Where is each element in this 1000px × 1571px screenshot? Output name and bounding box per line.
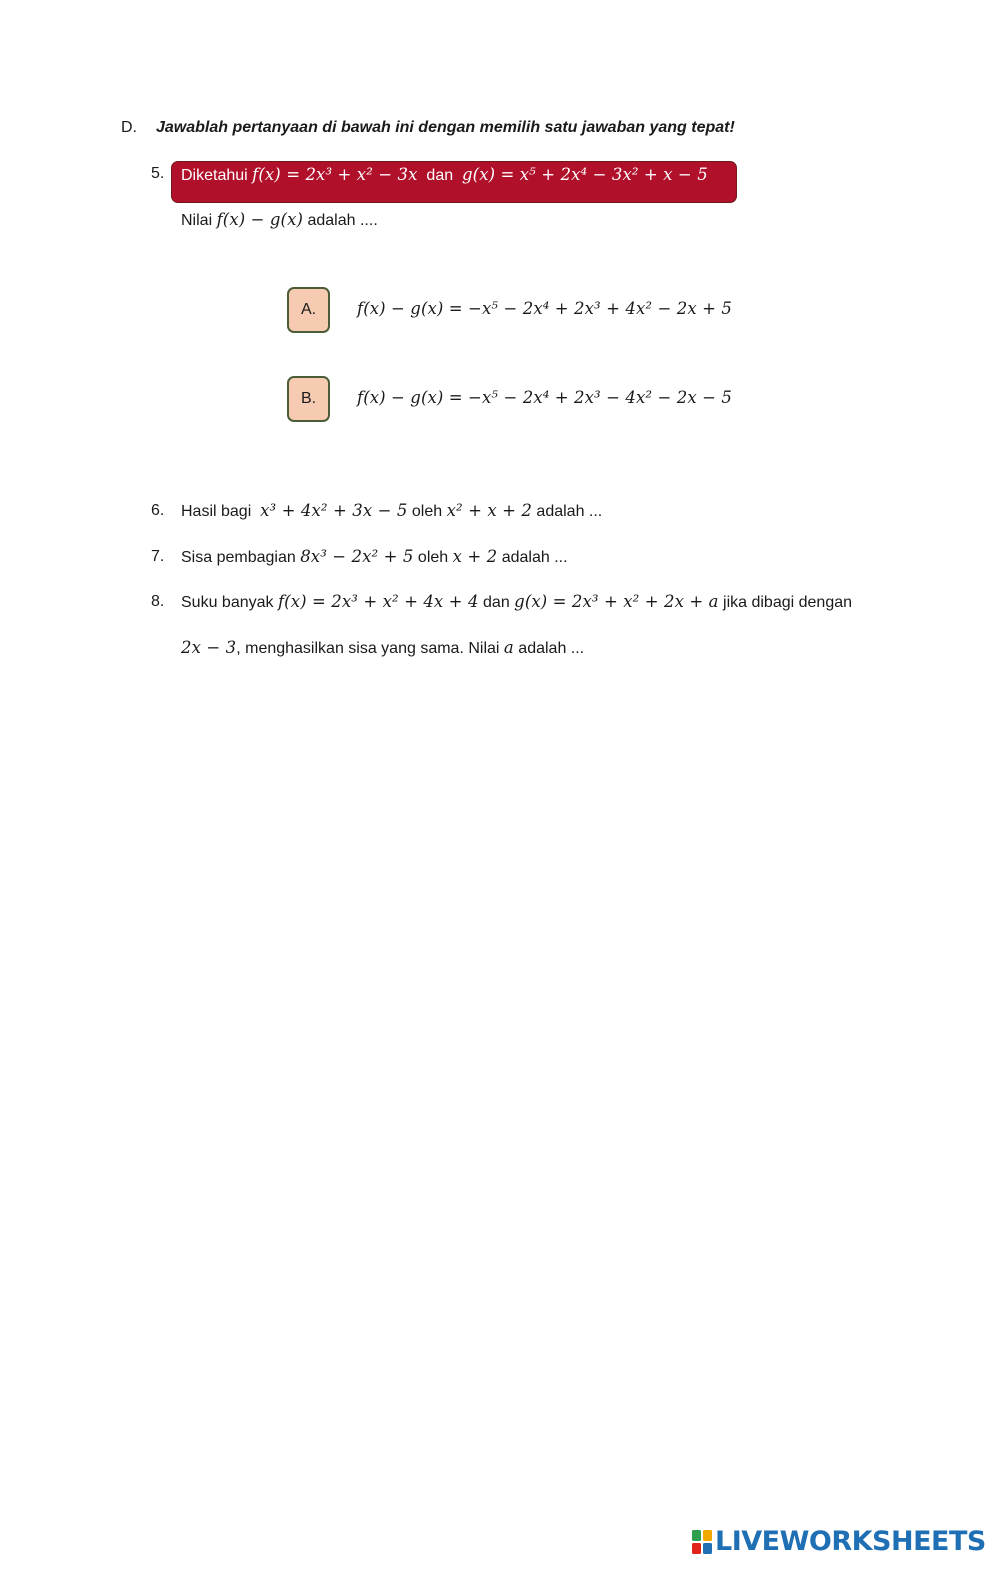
question-8-suffix: jika dibagi dengan (723, 594, 853, 611)
question-5-f-expression: f(x) = 2x³ + x² − 3x (252, 165, 418, 184)
question-5-sub-prefix: Nilai (181, 212, 213, 229)
question-8-number: 8. (151, 593, 165, 610)
question-8-line-2-suffix: adalah ... (518, 640, 585, 657)
question-6-divisor: x² + x + 2 (446, 501, 532, 520)
question-6-suffix: adalah ... (536, 503, 603, 520)
question-5-g-expression: g(x) = x⁵ + 2x⁴ − 3x² + x − 5 (462, 165, 708, 184)
section-letter: D. (121, 119, 137, 136)
question-7-suffix: adalah ... (501, 549, 568, 566)
question-5-statement (181, 165, 708, 185)
option-b-button[interactable]: B. (287, 376, 330, 422)
section-instruction: Jawablah pertanyaan di bawah ini dengan memilih satu jawaban yang tepat! (156, 119, 735, 136)
liveworksheets-wordmark: LIVEWORKSHEETS (715, 1526, 986, 1557)
question-6-mid: oleh (411, 503, 443, 520)
question-8-prefix: Suku banyak (181, 594, 274, 611)
liveworksheets-brand (691, 1526, 986, 1557)
question-8-g-expression: g(x) = 2x³ + x² + 2x + a (514, 592, 719, 611)
question-7-divisor: x + 2 (452, 547, 498, 566)
question-8-statement-line-2 (181, 638, 584, 658)
question-8-line-2-text: , menghasilkan sisa yang sama. Nilai (236, 640, 500, 657)
option-a-button[interactable]: A. (287, 287, 330, 333)
option-b-expression: f(x) − g(x) = −x⁵ − 2x⁴ + 2x³ − 4x² − 2x − 5 (357, 388, 732, 407)
question-7-statement (181, 547, 568, 567)
question-5-prefix: Diketahui (181, 167, 248, 184)
question-8-variable: a (503, 638, 514, 657)
question-6-number: 6. (151, 502, 165, 519)
question-8-statement-line-1 (181, 592, 852, 612)
question-8-divisor: 2x − 3 (181, 638, 237, 657)
question-6-statement (181, 501, 602, 521)
question-8-conjunction: dan (483, 594, 510, 611)
question-7-prefix: Sisa pembagian (181, 549, 296, 566)
question-7-number: 7. (151, 548, 165, 565)
question-8-f-expression: f(x) = 2x³ + x² + 4x + 4 (277, 592, 479, 611)
question-5-sub-expression: f(x) − g(x) (216, 210, 304, 229)
question-5-subquestion (181, 210, 378, 230)
question-7-dividend: 8x³ − 2x² + 5 (300, 547, 414, 566)
question-6-prefix: Hasil bagi (181, 503, 252, 520)
question-7-mid: oleh (417, 549, 449, 566)
liveworksheets-logo-icon (691, 1529, 713, 1555)
option-a-expression: f(x) − g(x) = −x⁵ − 2x⁴ + 2x³ + 4x² − 2x + 5 (357, 299, 732, 318)
question-5-number: 5. (151, 165, 165, 182)
question-6-dividend: x³ + 4x² + 3x − 5 (260, 501, 408, 520)
question-5-sub-suffix: adalah .... (307, 212, 378, 229)
question-5-conjunction: dan (426, 167, 454, 184)
